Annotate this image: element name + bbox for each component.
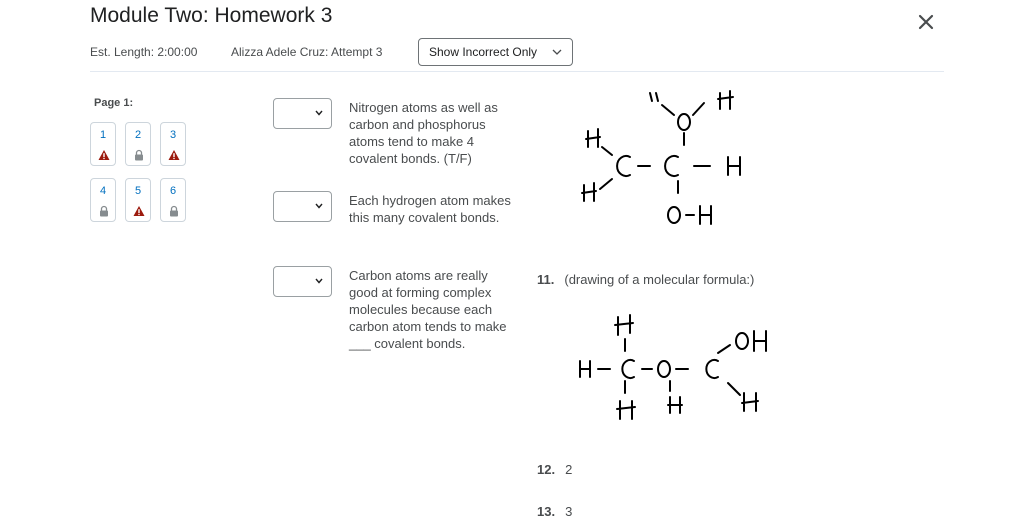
chevron-down-icon (315, 110, 323, 116)
lock-icon (98, 205, 110, 217)
match-prompt-1: Nitrogen atoms as well as carbon and phosphorus atoms tend to make 4 covalent bonds. (T/F) (349, 100, 498, 166)
answer-number: 13. (537, 504, 556, 519)
filter-select-label: Show Incorrect Only (429, 45, 538, 59)
question-nav-6[interactable] (160, 178, 186, 222)
question-number: 6 (169, 185, 177, 197)
warning-icon (168, 149, 180, 161)
question-number: 2 (134, 129, 142, 141)
molecule-drawing-a (570, 85, 770, 235)
molecule-drawing-b (570, 305, 790, 430)
answer-number: 12. (537, 462, 556, 477)
answer-text: (drawing of a molecular formula:) (564, 272, 755, 287)
chevron-down-icon (552, 49, 562, 55)
match-select-3[interactable] (273, 266, 332, 297)
answer-number: 11. (537, 272, 555, 287)
question-nav-1[interactable] (90, 122, 116, 166)
lock-icon (168, 205, 180, 217)
header-divider (90, 71, 944, 72)
warning-icon (98, 149, 110, 161)
warning-icon (133, 205, 145, 217)
question-nav-4[interactable] (90, 178, 116, 222)
page-title: Module Two: Homework 3 (90, 4, 333, 27)
estimated-length: Est. Length: 2:00:00 (90, 45, 198, 59)
match-select-2[interactable] (273, 191, 332, 222)
question-nav-5[interactable] (125, 178, 151, 222)
page-label: Page 1: (94, 97, 134, 109)
match-select-1[interactable] (273, 98, 332, 129)
chevron-down-icon (315, 278, 323, 284)
answer-12 (537, 462, 572, 477)
lock-icon (133, 149, 145, 161)
close-icon (912, 8, 940, 36)
chevron-down-icon (315, 203, 323, 209)
question-number: 1 (99, 129, 107, 141)
answer-11 (537, 272, 754, 287)
match-prompt-2: Each hydrogen atom makes this many covalent bonds. (349, 193, 511, 225)
question-number: 3 (169, 129, 177, 141)
match-prompt-3: Carbon atoms are really good at forming complex molecules because each carbon atom tends to make ___ covalent bonds. (349, 268, 507, 351)
question-nav-2[interactable] (125, 122, 151, 166)
attempt-info: Alizza Adele Cruz: Attempt 3 (231, 45, 383, 59)
close-button[interactable] (912, 8, 940, 36)
question-nav-3[interactable] (160, 122, 186, 166)
question-number: 5 (134, 185, 142, 197)
answer-13 (537, 504, 572, 519)
question-number: 4 (99, 185, 107, 197)
answer-text: 2 (565, 462, 573, 477)
filter-select[interactable] (418, 38, 573, 66)
answer-text: 3 (565, 504, 573, 519)
